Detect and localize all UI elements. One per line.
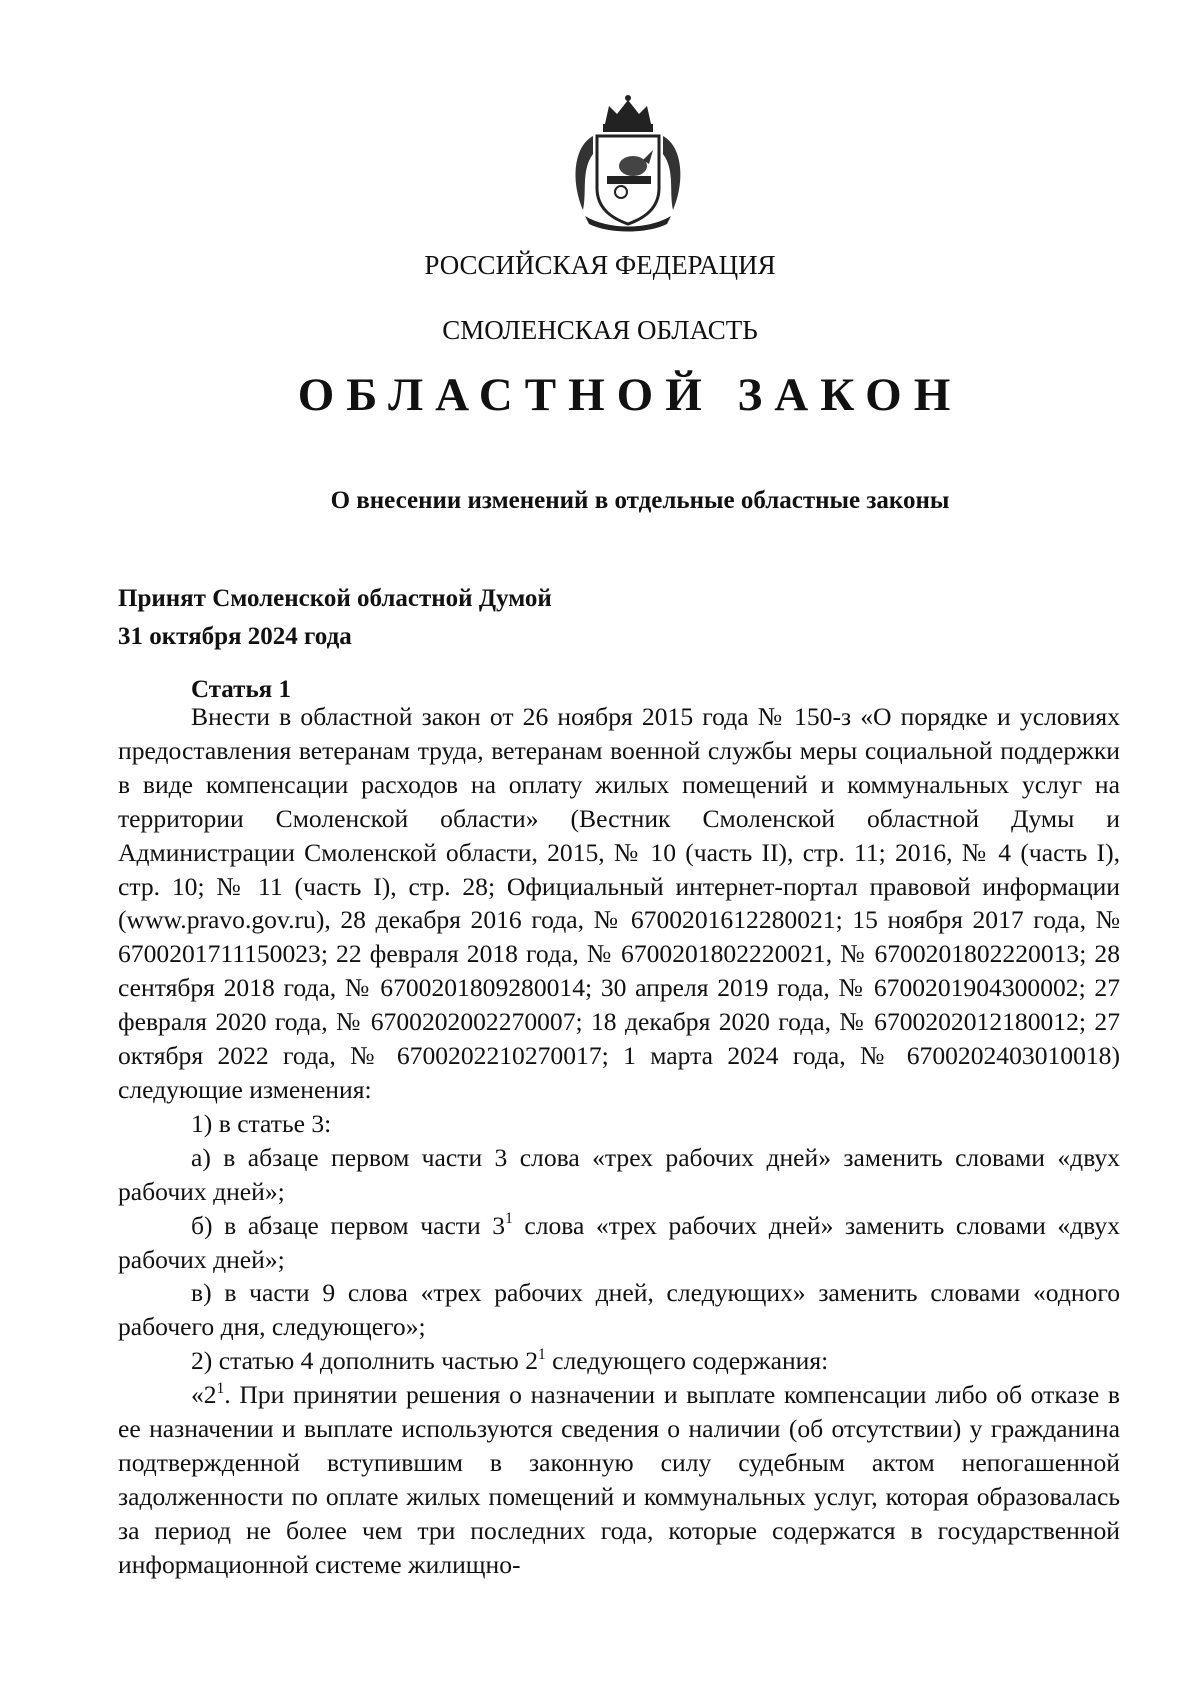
paragraph: Внести в областной закон от 26 ноября 2015 года № 150-з «О порядке и условиях предоставления ветеранам труда, ветеранам военной службы меры социальной поддержки в виде компенсации расходов на оплату жилых помещений и коммунальных услуг на территории Смоленской области» (Вестник Смоленской областной Думы и Администрации Смоленской области, 2015, № 10 (часть II), стр. 11; 2016, № 4 (часть I), стр. 10; № 11 (часть I), стр. 28; Официальный интернет-портал правовой информации (www.pravo.gov.ru), 28 декабря 2016 года, № 6700201612280021; 15 ноября 2017 года, № 6700201711150023; 22 февраля 2018 года, № 6700201802220021, № 6700201802220013; 28 сентября 2018 года, № 6700201809280014; 30 апреля 2019 года, № 6700201904300002; 27 февраля 2020 года, № 6700202002270007; 18 декабря 2020 года, № 6700202012180012; 27 октября 2022 года, № 6700202210270017; 1 марта 2024 года, № 6700202403010018) следующие изменения: — [118, 702, 1120, 1104]
text-run: слова «трех рабочих дней» заменить словами «двух рабочих дней»; — [118, 1210, 1120, 1274]
superscript: 1 — [216, 1379, 225, 1397]
article-body — [118, 700, 1120, 1582]
adoption-info — [118, 580, 552, 656]
text-run: . При принятии решения о назначении и выплате компенсации либо об отказе в ее назначении и выплате используются сведения о наличии (об отсутствии) у гражданина подтвержденной вступившим в законную силу судебным актом непогашенной задолженности по оплате жилых помещений и коммунальных услуг, которая образовалась за период не более чем три последних года, которые содержатся в государственной информационной системе жилищно- — [118, 1380, 1120, 1579]
superscript: 1 — [505, 1210, 513, 1228]
paragraph: а) в абзаце первом части 3 слова «трех рабочих дней» заменить словами «двух рабочих дней»; — [118, 1142, 1120, 1206]
superscript: 1 — [538, 1345, 546, 1363]
region-name: СМОЛЕНСКАЯ ОБЛАСТЬ — [442, 315, 758, 345]
document-title: О внесении изменений в отдельные областные законы — [330, 487, 950, 514]
paragraph — [118, 1344, 1120, 1378]
coat-of-arms-icon — [563, 92, 693, 232]
country-name: РОССИЙСКАЯ ФЕДЕРАЦИЯ — [424, 250, 776, 280]
text-run: 2) статью 4 дополнить частью 2 — [191, 1346, 539, 1376]
paragraph: 1) в статье 3: — [191, 1108, 332, 1138]
text-run: «2 — [191, 1380, 217, 1410]
document-type: ОБЛАСТНОЙ ЗАКОН — [297, 369, 963, 421]
adoption-date: 31 октября 2024 года — [118, 623, 352, 650]
article-heading: Статья 1 — [191, 676, 291, 703]
paragraph: в) в части 9 слова «трех рабочих дней, следующих» заменить словами «одного рабочего дня, следующего»; — [118, 1278, 1120, 1342]
text-run: б) в абзаце первом части 3 — [191, 1210, 506, 1240]
paragraph — [118, 1209, 1120, 1277]
adoption-body: Принят Смоленской областной Думой — [118, 585, 552, 612]
paragraph — [118, 1378, 1120, 1581]
text-run: следующего содержания: — [545, 1346, 829, 1376]
